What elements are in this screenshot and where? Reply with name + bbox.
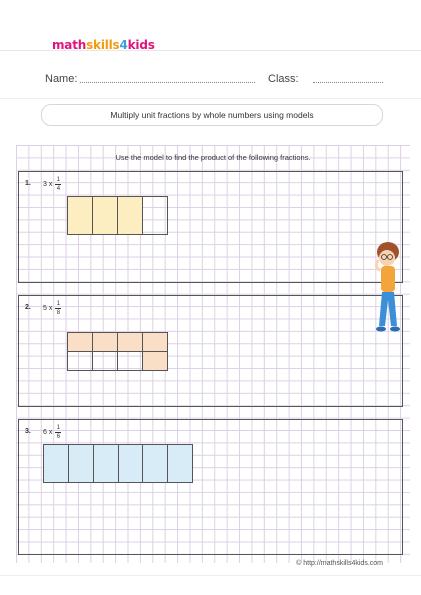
problem-expression xyxy=(43,425,61,440)
model-cell xyxy=(67,332,93,352)
model-cell xyxy=(68,444,94,483)
boy-jeans xyxy=(379,292,397,326)
footer-url[interactable]: http://mathskills4kids.com xyxy=(303,560,383,567)
times-sign: x xyxy=(48,305,53,312)
model-cell xyxy=(92,351,118,371)
whole-number: 5 xyxy=(43,305,47,312)
problem-1-box xyxy=(18,171,403,283)
problem-expression xyxy=(43,301,61,316)
header-divider xyxy=(0,50,421,51)
fraction-model xyxy=(67,196,167,234)
footer-divider xyxy=(0,575,421,576)
model-cell xyxy=(117,351,143,371)
unit-fraction xyxy=(55,301,61,316)
copyright-icon: © xyxy=(296,560,302,567)
boy-illustration xyxy=(368,238,408,338)
model-cell xyxy=(167,444,193,483)
fraction-bar xyxy=(55,184,61,185)
model-cell xyxy=(142,351,168,371)
instruction-text: Use the model to find the product of the following fractions. xyxy=(115,153,311,162)
fraction-bar xyxy=(55,432,61,433)
numerator: 1 xyxy=(56,177,61,183)
boy-arm xyxy=(376,260,380,270)
worksheet-title-box xyxy=(41,104,383,126)
model-cell xyxy=(142,332,168,352)
denominator: 8 xyxy=(56,310,61,316)
boy-shoe-right xyxy=(390,327,400,332)
fraction-bar xyxy=(55,308,61,309)
name-label: Name: xyxy=(45,73,78,85)
footer-credit xyxy=(296,560,383,567)
model-cell xyxy=(142,196,168,235)
whole-number: 3 xyxy=(43,181,47,188)
denominator: 6 xyxy=(56,434,61,440)
worksheet-title: Multiply unit fractions by whole numbers using models xyxy=(110,110,314,120)
model-cell xyxy=(142,444,168,483)
boy-shoe-left xyxy=(376,327,386,332)
model-cell xyxy=(67,351,93,371)
whole-number: 6 xyxy=(43,429,47,436)
problem-expression xyxy=(43,177,61,192)
unit-fraction xyxy=(55,425,61,440)
fraction-model xyxy=(67,332,167,370)
model-cell xyxy=(117,196,143,235)
site-logo: mathskills4kids xyxy=(52,38,155,52)
model-cell xyxy=(92,196,118,235)
name-field[interactable] xyxy=(80,82,255,83)
problem-number: 3. xyxy=(25,428,31,435)
unit-fraction xyxy=(55,177,61,192)
boy-shirt xyxy=(381,266,395,292)
times-sign: x xyxy=(48,181,53,188)
model-cell xyxy=(117,332,143,352)
times-sign: x xyxy=(48,429,53,436)
model-cell xyxy=(67,196,93,235)
model-cell xyxy=(43,444,69,483)
model-cell xyxy=(118,444,144,483)
class-label: Class: xyxy=(268,73,299,85)
model-cell xyxy=(92,332,118,352)
problem-2-box xyxy=(18,295,403,407)
name-divider xyxy=(0,98,421,99)
numerator: 1 xyxy=(56,301,61,307)
problem-number: 2. xyxy=(25,304,31,311)
problem-number: 1. xyxy=(25,180,31,187)
problem-3-box xyxy=(18,419,403,555)
numerator: 1 xyxy=(56,425,61,431)
class-field[interactable] xyxy=(313,82,383,83)
model-cell xyxy=(93,444,119,483)
denominator: 4 xyxy=(56,186,61,192)
fraction-model xyxy=(43,444,192,482)
